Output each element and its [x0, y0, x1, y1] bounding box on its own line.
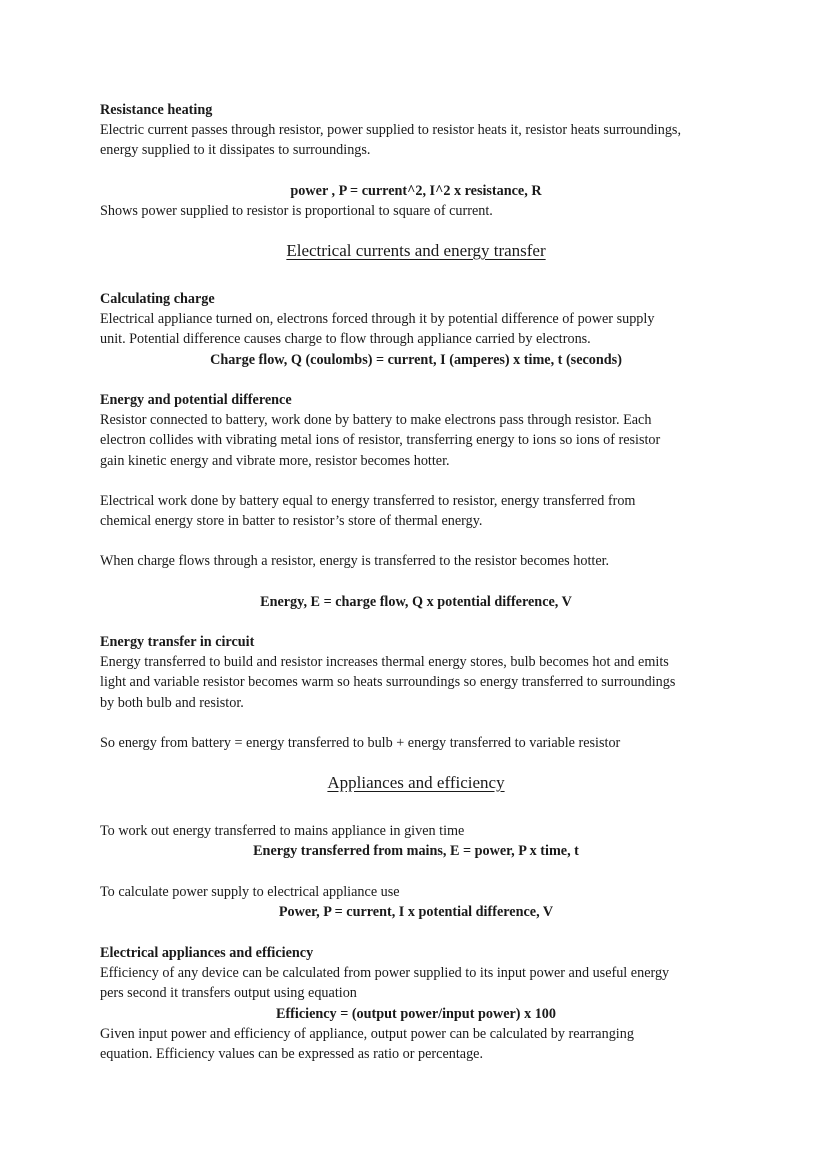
paragraph-line: electron collides with vibrating metal ions of resistor, transferring energy to ions so ions of resistor — [100, 432, 661, 449]
formula-efficiency: Efficiency = (output power/input power) x 100 — [275, 1005, 556, 1022]
section-efficiency — [100, 943, 732, 1064]
section-title: Electrical appliances and efficiency — [100, 945, 314, 961]
section-resistance-heating — [100, 100, 732, 161]
paragraph-line: chemical energy store in batter to resistor’s store of thermal energy. — [100, 513, 483, 530]
paragraph-line: Given input power and efficiency of appliance, output power can be calculated by rearranging — [100, 1025, 634, 1042]
paragraph-line: To work out energy transferred to mains appliance in given time — [100, 823, 465, 839]
paragraph-line: Electric current passes through resistor, power supplied to resistor heats it, resistor heats surroundings, — [100, 122, 681, 139]
formula-energy-mains: Energy transferred from mains, E = power, P x time, t — [253, 843, 579, 860]
paragraph-line: energy supplied to it dissipates to surroundings. — [100, 142, 371, 159]
paragraph-line: light and variable resistor becomes warm so heats surroundings so energy transferred to surroundings — [100, 674, 676, 691]
heading-electrical-currents: Electrical currents and energy transfer — [286, 241, 546, 260]
formula-energy: Energy, E = charge flow, Q x potential difference, V — [260, 594, 572, 610]
paragraph-line: Shows power supplied to resistor is proportional to square of current. — [100, 203, 493, 219]
heading-appliances-efficiency: Appliances and efficiency — [327, 773, 505, 792]
paragraph-line: pers second it transfers output using equation — [100, 985, 357, 1002]
paragraph-electrical-work — [100, 491, 732, 531]
section-title: Calculating charge — [100, 291, 215, 307]
section-calculating-charge — [100, 289, 732, 370]
paragraph-line: by both bulb and resistor. — [100, 694, 244, 711]
paragraph-line: Energy transferred to build and resistor increases thermal energy stores, bulb becomes hot and emits — [100, 654, 669, 671]
paragraph-line: So energy from battery = energy transferred to bulb + energy transferred to variable resistor — [100, 735, 621, 751]
section-power-supply — [100, 882, 732, 922]
formula-power: Power, P = current, I x potential difference, V — [278, 904, 554, 921]
paragraph-line: To calculate power supply to electrical appliance use — [100, 884, 400, 900]
paragraph-line: gain kinetic energy and vibrate more, resistor becomes hotter. — [100, 452, 450, 469]
formula-power-resistance: power , P = current^2, I^2 x resistance, R — [290, 183, 542, 199]
section-title: Energy and potential difference — [100, 392, 292, 408]
paragraph-line: Electrical appliance turned on, electrons forced through it by potential difference of power supply — [100, 311, 655, 328]
paragraph-line: Electrical work done by battery equal to energy transferred to resistor, energy transferred from — [100, 493, 636, 509]
section-energy-potential-difference — [100, 390, 732, 471]
formula-charge-flow: Charge flow, Q (coulombs) = current, I (amperes) x time, t (seconds) — [210, 351, 622, 368]
section-mains-energy — [100, 821, 732, 861]
section-energy-transfer-circuit — [100, 632, 732, 713]
paragraph-line: Efficiency of any device can be calculated from power supplied to its input power and useful energy — [100, 965, 670, 982]
paragraph-line: unit. Potential difference causes charge to flow through appliance carried by electrons. — [100, 331, 591, 348]
section-title: Resistance heating — [100, 102, 213, 118]
paragraph-line: equation. Efficiency values can be expressed as ratio or percentage. — [100, 1046, 484, 1063]
paragraph-line: When charge flows through a resistor, energy is transferred to the resistor becomes hotter. — [100, 553, 610, 569]
paragraph-line: Resistor connected to battery, work done by battery to make electrons pass through resistor. Each — [100, 412, 652, 429]
section-title: Energy transfer in circuit — [100, 634, 255, 650]
